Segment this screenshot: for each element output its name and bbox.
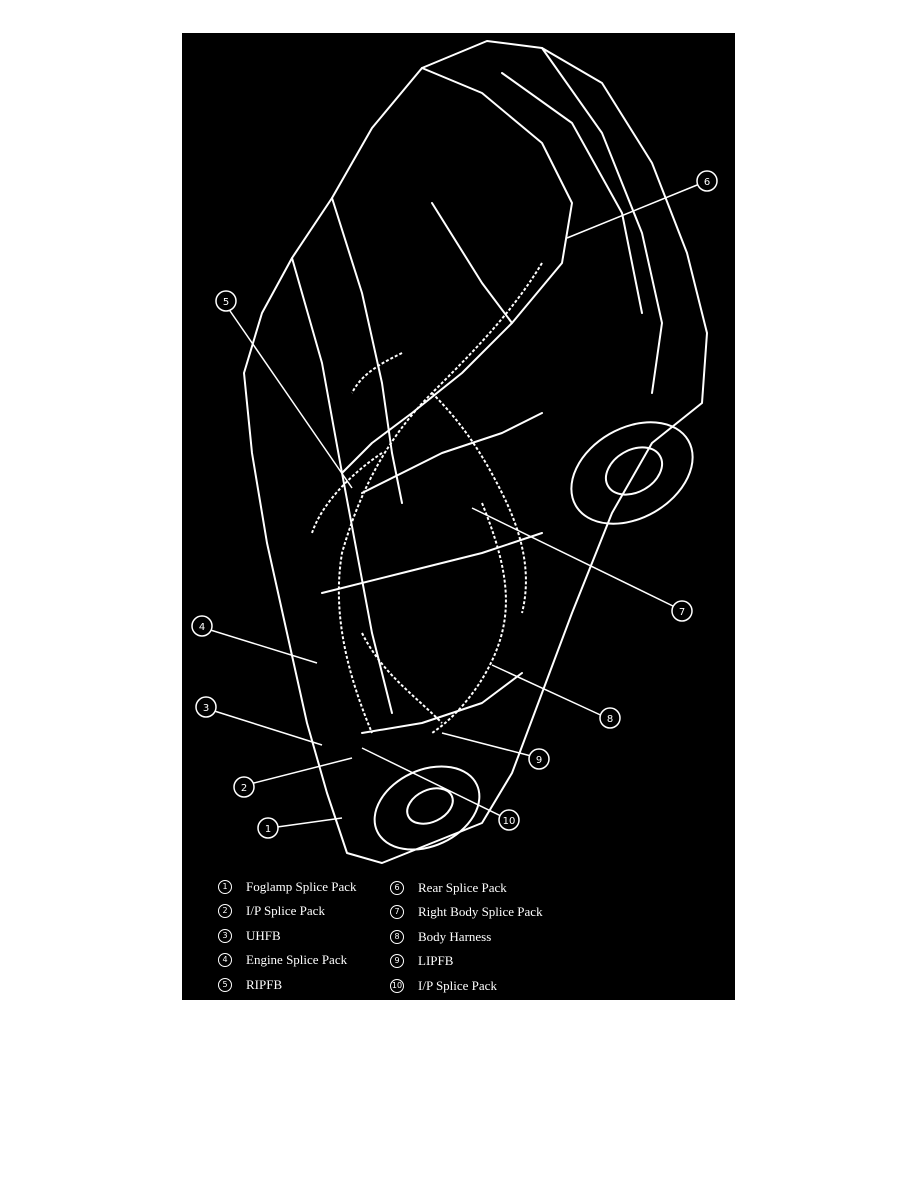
legend-item-10 [390, 975, 497, 997]
legend-label-2: I/P Splice Pack [246, 903, 325, 918]
legend-number-5: 5 [218, 978, 232, 992]
legend-number-9: 9 [390, 954, 404, 968]
callout-number-8: 8 [606, 714, 614, 725]
legend-item-1 [218, 876, 357, 898]
wiring-harness-branch-1 [432, 393, 526, 613]
vehicle-wiring-illustration [182, 33, 735, 1000]
legend-label-10: I/P Splice Pack [418, 978, 497, 993]
callout-number-9: 9 [535, 755, 543, 766]
callout-number-1: 1 [264, 824, 272, 835]
callout-number-2: 2 [240, 783, 248, 794]
legend-item-4 [218, 949, 347, 971]
rear-wheel-hub [598, 438, 671, 504]
wiring-harness-branch-2 [312, 453, 382, 533]
callout-number-7: 7 [678, 607, 686, 618]
wiring-harness-branch-3 [432, 503, 506, 733]
leader-line-1 [270, 818, 342, 828]
legend-item-9 [390, 950, 453, 972]
leader-line-10 [362, 748, 509, 820]
legend-label-8: Body Harness [418, 929, 492, 944]
rear-body-line [542, 48, 662, 393]
callout-number-5: 5 [222, 297, 230, 308]
leader-line-7 [472, 508, 677, 608]
door-line [432, 203, 512, 323]
legend-item-6 [390, 877, 507, 899]
leader-line-2 [246, 758, 352, 785]
leader-line-6 [567, 183, 702, 238]
legend-item-8 [390, 926, 491, 948]
legend-label-9: LIPFB [418, 953, 454, 968]
callout-number-4: 4 [198, 622, 206, 633]
front-wheel-hub [401, 781, 458, 830]
legend-label-7: Right Body Splice Pack [418, 904, 543, 919]
windshield-line [332, 198, 402, 503]
rear-wheel [553, 402, 711, 545]
legend-item-3 [218, 925, 281, 947]
callout-number-6: 6 [703, 177, 711, 188]
legend-number-1: 1 [218, 880, 232, 894]
legend-number-6: 6 [390, 881, 404, 895]
legend-item-7 [390, 901, 543, 923]
wiring-diagram-panel [182, 33, 735, 1000]
legend-number-10: 10 [390, 979, 404, 993]
wiring-harness-main [339, 263, 542, 733]
legend-label-1: Foglamp Splice Pack [246, 879, 357, 894]
front-wheel [361, 750, 493, 865]
legend-number-8: 8 [390, 930, 404, 944]
callout-number-10: 10 [502, 816, 516, 827]
legend-number-4: 4 [218, 953, 232, 967]
legend-number-2: 2 [218, 904, 232, 918]
legend-label-5: RIPFB [246, 977, 283, 992]
leader-line-9 [442, 733, 535, 757]
legend-item-2 [218, 900, 325, 922]
legend-label-4: Engine Splice Pack [246, 952, 348, 967]
legend-label-3: UHFB [246, 928, 281, 943]
callout-number-3: 3 [202, 703, 210, 714]
legend-item-5 [218, 974, 282, 996]
roof-line [342, 68, 572, 473]
car-body-outline [244, 41, 707, 863]
rear-trunk-line [502, 73, 642, 313]
legend-number-3: 3 [218, 929, 232, 943]
wiring-harness-branch-4 [362, 633, 442, 723]
sill-line [362, 673, 522, 733]
callout-legend [182, 876, 735, 1000]
leader-line-4 [204, 628, 317, 663]
legend-number-7: 7 [390, 905, 404, 919]
legend-label-6: Rear Splice Pack [418, 880, 507, 895]
